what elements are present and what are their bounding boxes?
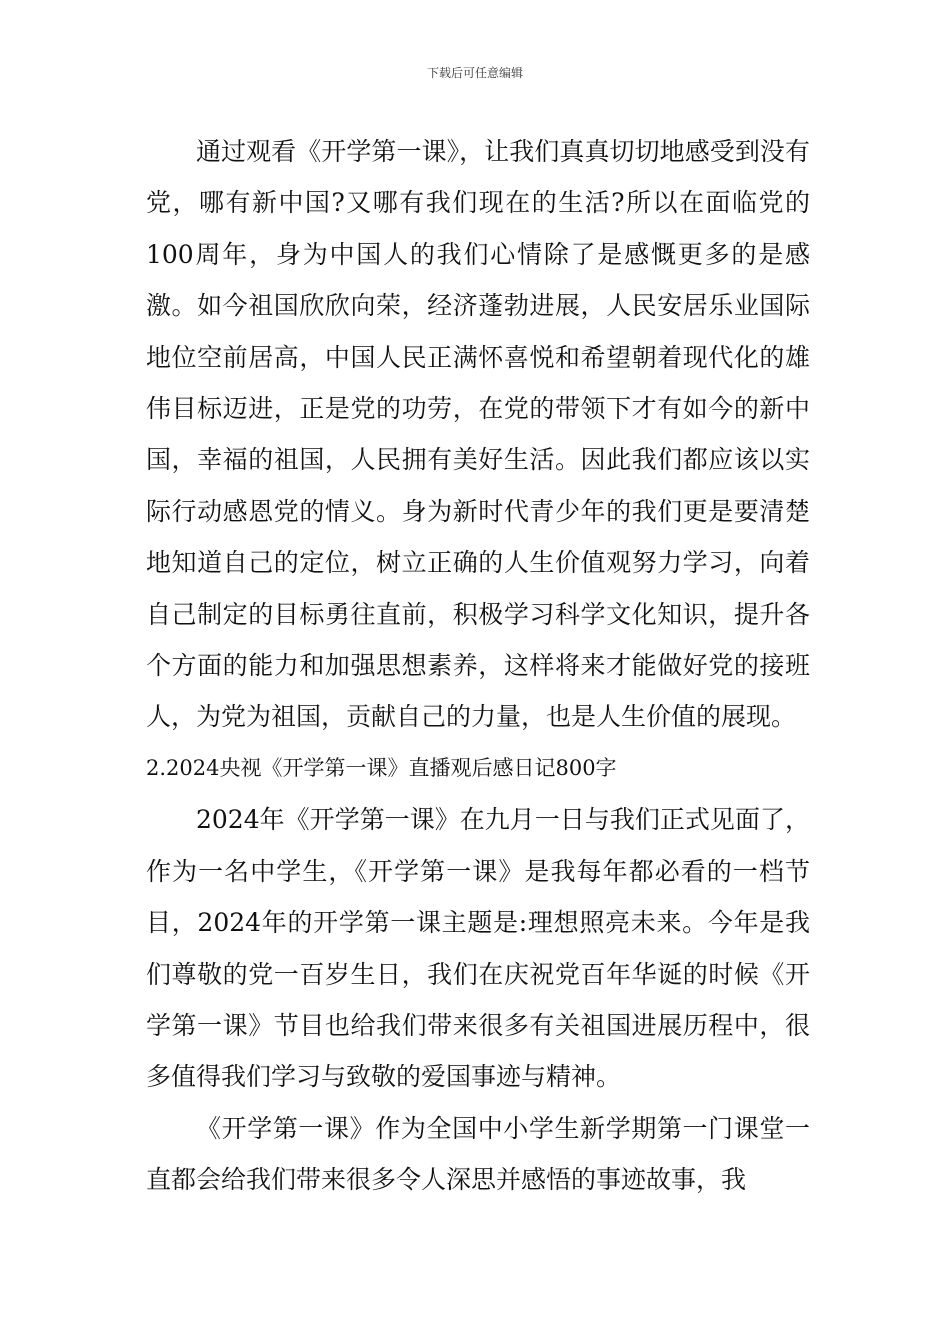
page-header-note: 下载后可任意编辑 bbox=[426, 66, 523, 80]
paragraph-3: 《开学第一课》作为全国中小学生新学期第一门课堂一直都会给我们带来很多令人深思并感悟的事迹故事，我 bbox=[146, 1113, 810, 1195]
section-heading-2: 2.2024央视《开学第一课》直播观后感日记800字 bbox=[146, 755, 617, 780]
document-body bbox=[146, 126, 810, 1206]
paragraph-1: 通过观看《开学第一课》，让我们真真切切地感受到没有党，哪有新中国?又哪有我们现在的生活?所以在面临党的100周年，身为中国人的我们心情除了是感慨更多的是感激。如今祖国欣欣向荣，经济蓬勃进展，人民安居乐业国际地位空前居高，中国人民正满怀喜悦和希望朝着现代化的雄伟目标迈进，正是党的功劳，在党的带领下才有如今的新中国，幸福的祖国，人民拥有美好生活。因此我们都应该以实际行动感恩党的情义。身为新时代青少年的我们更是要清楚地知道自己的定位，树立正确的人生价值观努力学习，向着自己制定的目标勇往直前，积极学习科学文化知识，提升各个方面的能力和加强思想素养，这样将来才能做好党的接班人，为党为祖国，贡献自己的力量，也是人生价值的展现。 bbox=[146, 137, 810, 732]
paragraph-2: 2024年《开学第一课》在九月一日与我们正式见面了，作为一名中学生，《开学第一课》是我每年都必看的一档节目，2024年的开学第一课主题是:理想照亮未来。今年是我们尊敬的党一百岁生日，我们在庆祝党百年华诞的时候《开学第一课》节目也给我们带来很多有关祖国进展历程中，很多值得我们学习与致敬的爱国事迹与精神。 bbox=[146, 805, 810, 1092]
